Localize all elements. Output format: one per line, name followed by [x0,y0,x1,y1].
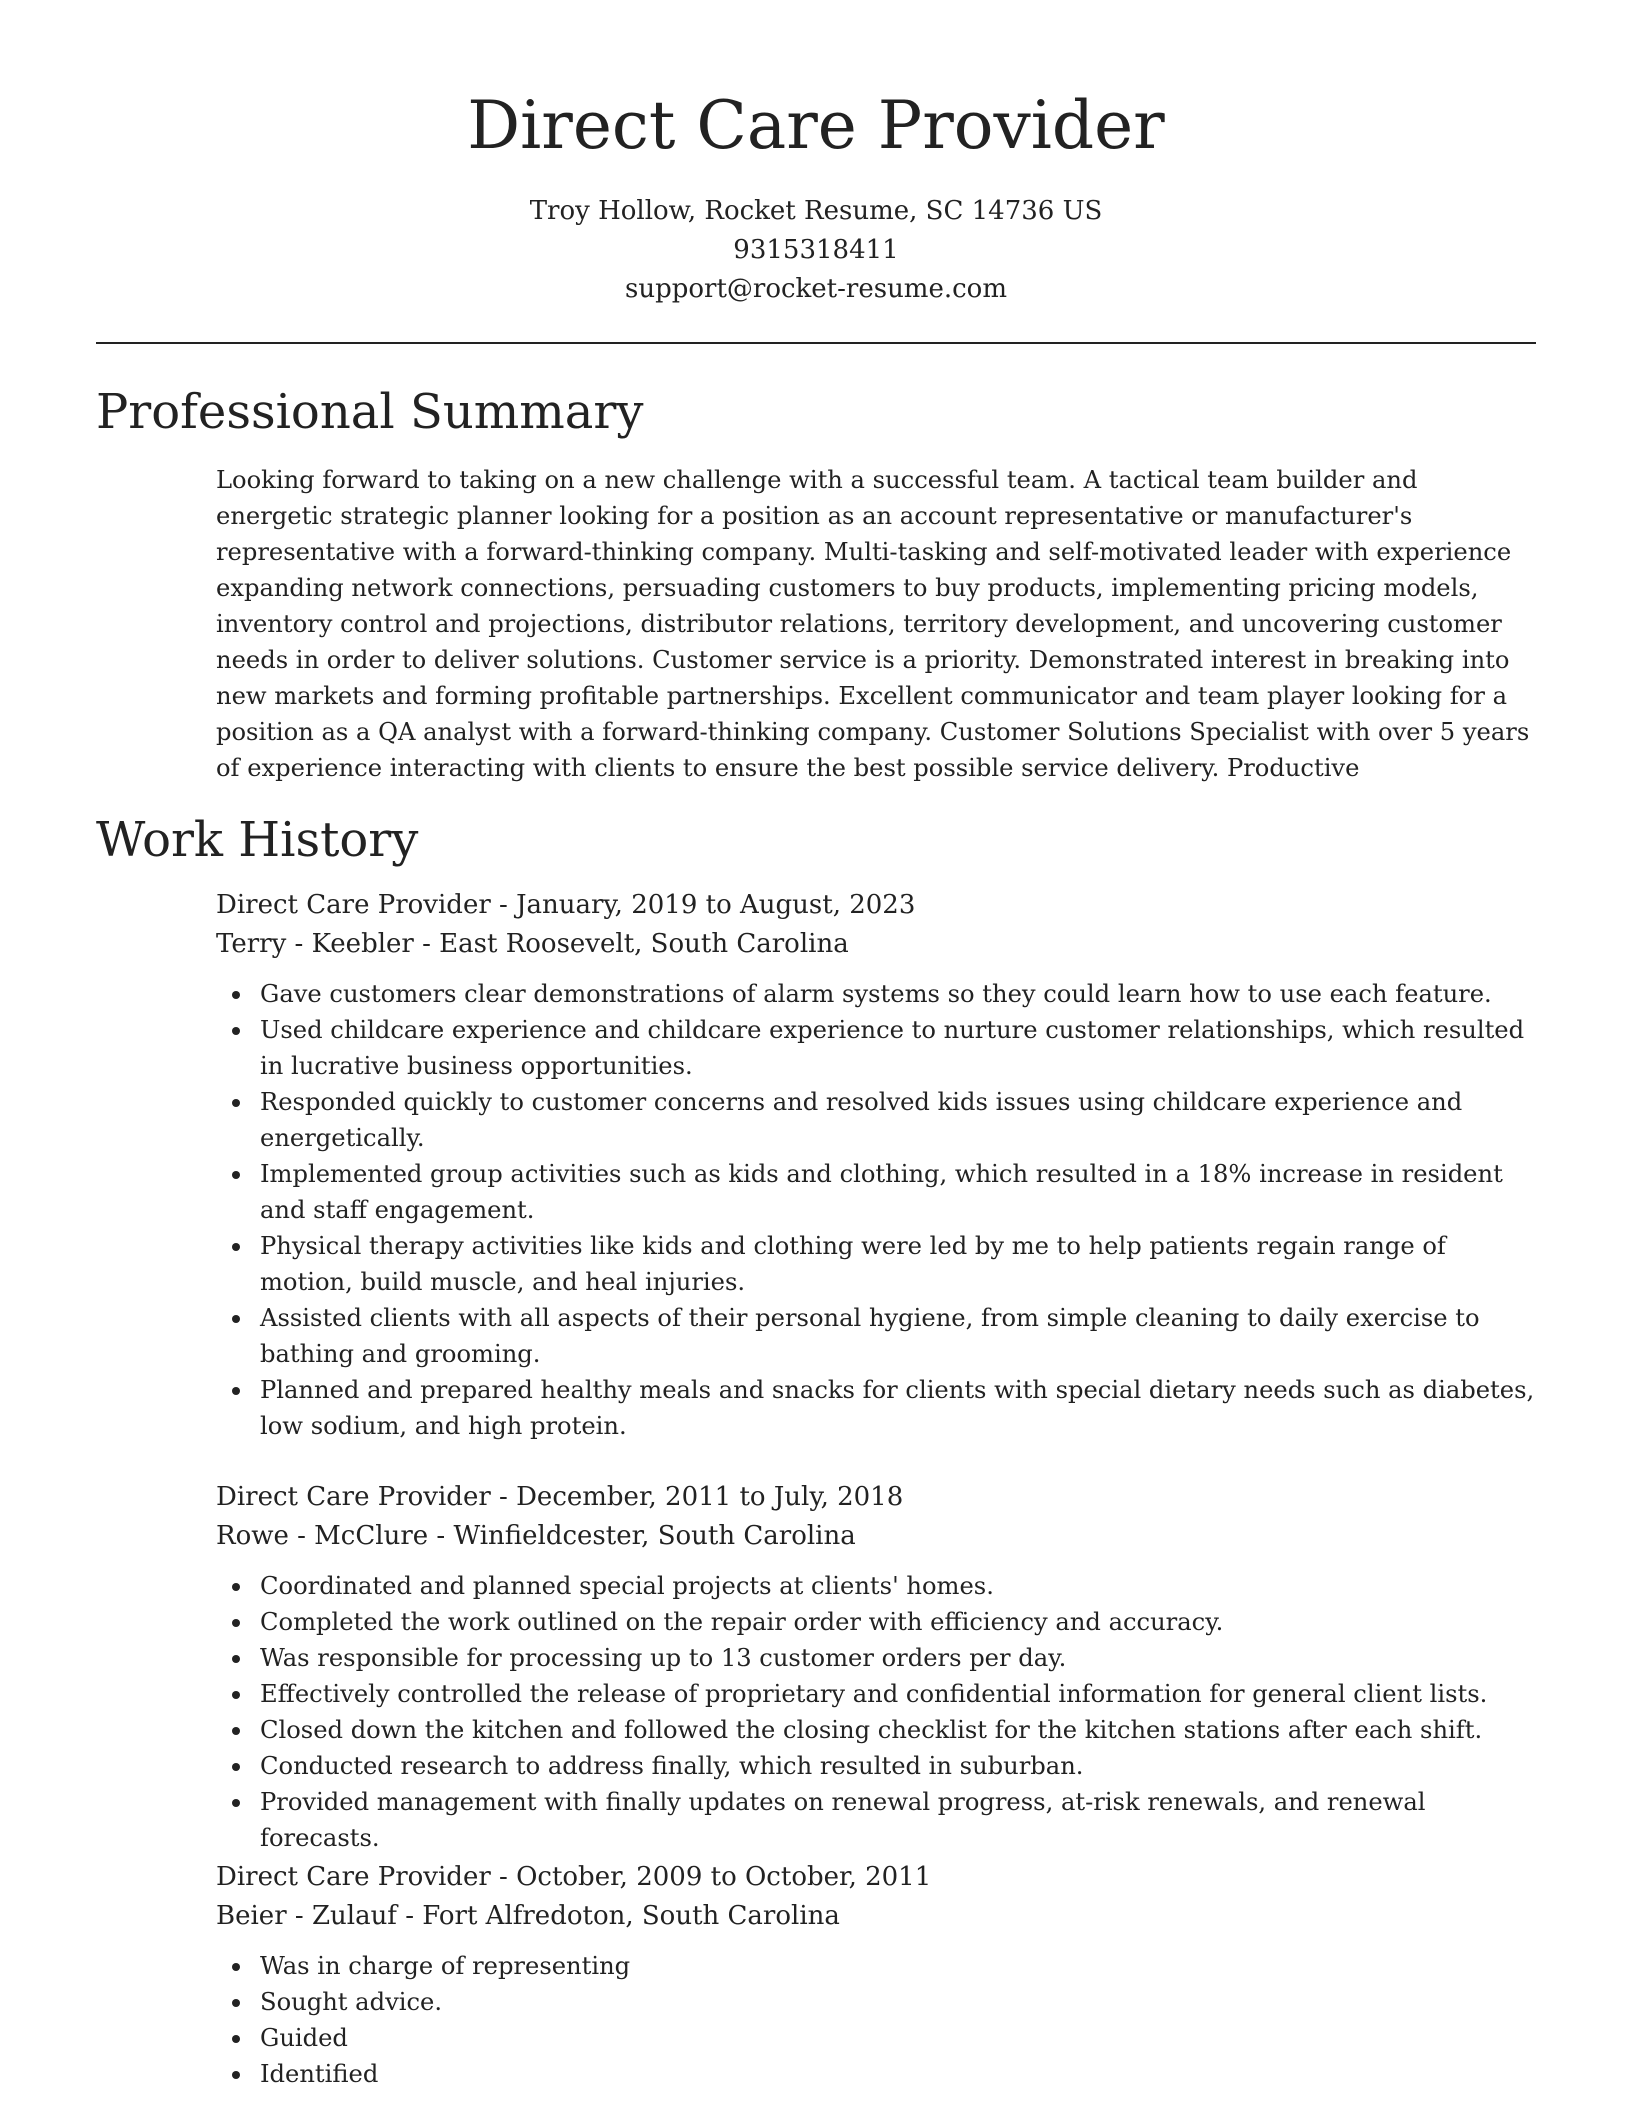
job-title: Direct Care Provider [216,1862,491,1892]
header-divider [96,342,1536,344]
job-title-line [216,886,1536,925]
contact-address: Troy Hollow, Rocket Resume, SC 14736 US [529,196,1103,226]
summary-text: Looking forward to taking on a new challenge with a successful team. A tactical team builder and energetic strategic planner looking for a position as an account representative or manufacturer's representative with a forward-thinking company. Multi-tasking and self-motivated leader with experience expanding network connections, persuading customers to buy products, implementing pricing models, inventory control and projections, distributor relations, territory development, and uncovering customer needs in order to deliver solutions. Customer service is a priority. Demonstrated interest in breaking into new markets and forming profitable partnerships. Excellent communicator and team player looking for a position as a QA analyst with a forward-thinking company. Customer Solutions Specialist with over 5 years of experience interacting with clients to ensure the best possible service delivery. Productive [216,466,1530,782]
list-item: Provided management with finally updates on renewal progress, at-risk renewals, and renewal forecasts. [260,1784,1536,1856]
list-item: Physical therapy activities like kids and clothing were led by me to help patients regain range of motion, build muscle, and heal injuries. [260,1228,1536,1300]
job-entry [216,1478,1536,1856]
job-company-line [216,1517,1536,1556]
job-dates: - October, 2009 to October, 2011 [490,1862,932,1892]
job-location: - Winfieldcester, South Carolina [428,1521,856,1551]
list-item: Completed the work outlined on the repair order with efficiency and accuracy. [260,1604,1536,1640]
list-item: Was in charge of representing [260,1948,1536,1984]
list-item: Closed down the kitchen and followed the closing checklist for the kitchen stations after each shift. [260,1712,1536,1748]
job-bullets [216,1948,1536,2092]
job-company: Beier - Zulauf [216,1901,397,1931]
work-history-heading: Work History [96,812,419,868]
job-bullets [216,1568,1536,1856]
job-company: Rowe - McClure [216,1521,429,1551]
job-title: Direct Care Provider [216,1482,491,1512]
list-item: Gave customers clear demonstrations of alarm systems so they could learn how to use each feature. [260,976,1536,1012]
contact-phone: 9315318411 [733,235,899,265]
list-item: Identified [260,2056,1536,2092]
job-entry [216,886,1536,1444]
job-company: Terry - Keebler [216,929,414,959]
resume-name: Direct Care Provider [467,87,1165,164]
contact-block [0,192,1632,309]
job-entry [216,1858,1536,2092]
list-item: Used childcare experience and childcare experience to nurture customer relationships, which resulted in lucrative business opportunities. [260,1012,1536,1084]
list-item: Implemented group activities such as kids and clothing, which resulted in a 18% increase in resident and staff engagement. [260,1156,1536,1228]
job-dates: - January, 2019 to August, 2023 [490,890,916,920]
list-item: Responded quickly to customer concerns and resolved kids issues using childcare experience and energetically. [260,1084,1536,1156]
job-title: Direct Care Provider [216,890,491,920]
list-item: Coordinated and planned special projects at clients' homes. [260,1568,1536,1604]
summary-heading: Professional Summary [96,384,644,440]
list-item: Planned and prepared healthy meals and snacks for clients with special dietary needs such as diabetes, low sodium, and high protein. [260,1372,1536,1444]
list-item: Was responsible for processing up to 13 customer orders per day. [260,1640,1536,1676]
job-company-line [216,1897,1536,1936]
list-item: Effectively controlled the release of proprietary and confidential information for general client lists. [260,1676,1536,1712]
job-title-line [216,1478,1536,1517]
job-title-line [216,1858,1536,1897]
job-bullets [216,976,1536,1444]
list-item: Guided [260,2020,1536,2056]
job-location: - East Roosevelt, South Carolina [413,929,849,959]
contact-email: support@rocket-resume.com [624,274,1007,304]
job-dates: - December, 2011 to July, 2018 [490,1482,904,1512]
job-location: - Fort Alfredoton, South Carolina [396,1901,840,1931]
job-company-line [216,925,1536,964]
list-item: Sought advice. [260,1984,1536,2020]
list-item: Conducted research to address finally, which resulted in suburban. [260,1748,1536,1784]
list-item: Assisted clients with all aspects of their personal hygiene, from simple cleaning to daily exercise to bathing and grooming. [260,1300,1536,1372]
